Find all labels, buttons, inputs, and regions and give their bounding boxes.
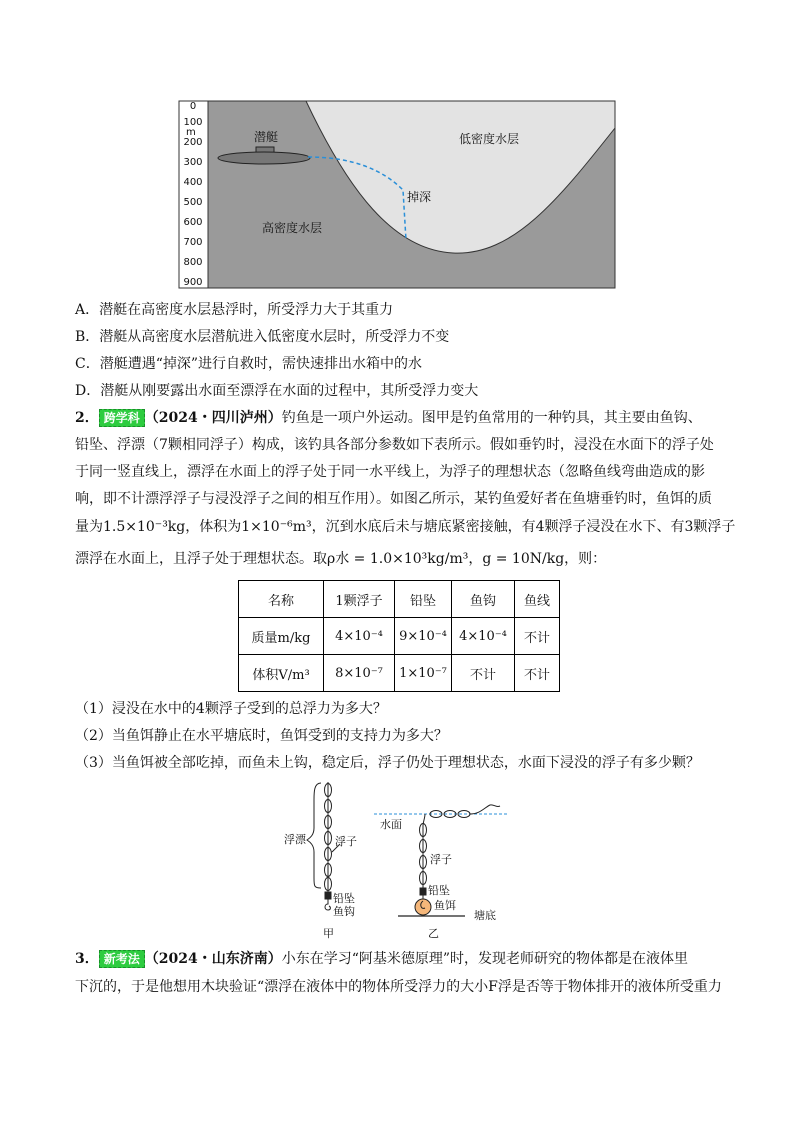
option-c: C．潜艇遭遇“掉深”进行自救时，需快速排出水箱中的水 bbox=[75, 356, 423, 372]
depth-tick: 100 bbox=[183, 117, 203, 128]
option-a: A．潜艇在高密度水层悬浮时，所受浮力大于其重力 bbox=[75, 302, 394, 318]
table-cell: 不计 bbox=[515, 655, 560, 692]
question-text: 钓鱼是一项户外运动。图甲是钓鱼常用的一种钓具，其主要由鱼钩、 bbox=[281, 410, 702, 426]
question-2-line5: 量为1.5×10⁻³kg，体积为1×10⁻⁶m³，沉到水底后未与塘底紧密接触，有4颗浮子浸没在水下、有3颗浮子 bbox=[75, 519, 736, 535]
depth-tick: 200 bbox=[183, 137, 203, 148]
depth-tick: 0 bbox=[189, 101, 197, 112]
label-bobber-2: 浮子 bbox=[430, 853, 452, 866]
depth-tick: 400 bbox=[183, 177, 203, 188]
table-cell: 不计 bbox=[452, 655, 515, 692]
depth-tick: 500 bbox=[183, 197, 203, 208]
table-cell: 质量m/kg bbox=[239, 618, 324, 655]
subject-tag: 新考法 bbox=[99, 950, 145, 968]
table-row bbox=[239, 655, 560, 692]
question-2-line2: 铅坠、浮漂（7颗相同浮子）构成，该钓具各部分参数如下表所示。假如垂钓时，浸没在水面下的浮子处 bbox=[75, 437, 714, 453]
question-number: 3． bbox=[75, 951, 99, 967]
sub-question-2: （2）当鱼饵静止在水平塘底时，鱼饵受到的支持力为多大？ bbox=[75, 728, 448, 744]
label-bottom: 塘底 bbox=[474, 909, 496, 922]
depth-tick: 900 bbox=[183, 277, 203, 288]
high-density-label: 高密度水层 bbox=[262, 221, 323, 235]
ocean-layer-diagram bbox=[178, 100, 616, 290]
parameter-table bbox=[238, 580, 560, 692]
table-cell: 8×10⁻⁷ bbox=[324, 655, 395, 692]
question-2-line6: 漂浮在水面上，且浮子处于理想状态。取ρ水 = 1.0×10³kg/m³，g = 10N/kg，则： bbox=[75, 551, 607, 567]
table-cell: 1×10⁻⁷ bbox=[395, 655, 452, 692]
table-row bbox=[239, 618, 560, 655]
table-header: 1颗浮子 bbox=[324, 581, 395, 618]
question-2-line3: 于同一竖直线上，漂浮在水面上的浮子处于同一水平线上，为浮子的理想状态（忽略鱼线弯曲造成的影 bbox=[75, 464, 705, 480]
option-b: B．潜艇从高密度水层潜航进入低密度水层时，所受浮力不变 bbox=[75, 329, 450, 345]
question-3-line2: 下沉的，于是他想用木块验证“漂浮在液体中的物体所受浮力的大小F浮是否等于物体排开的液体所受重力 bbox=[75, 979, 722, 995]
label-surface: 水面 bbox=[380, 818, 402, 831]
depth-unit: m bbox=[186, 127, 196, 138]
label-yi: 乙 bbox=[428, 927, 439, 940]
question-source: （2024・四川泸州） bbox=[144, 410, 282, 426]
depth-tick: 600 bbox=[183, 217, 203, 228]
question-number: 2． bbox=[75, 410, 99, 426]
table-cell: 4×10⁻⁴ bbox=[324, 618, 395, 655]
depth-tick: 300 bbox=[183, 157, 203, 168]
table-header: 鱼线 bbox=[515, 581, 560, 618]
table-header: 铅坠 bbox=[395, 581, 452, 618]
question-2-line1 bbox=[75, 409, 702, 427]
depth-tick: 700 bbox=[183, 237, 203, 248]
table-cell: 不计 bbox=[515, 618, 560, 655]
depth-tick: 800 bbox=[183, 257, 203, 268]
question-source: （2024・山东济南） bbox=[144, 951, 282, 967]
label-bait: 鱼饵 bbox=[434, 899, 456, 912]
drop-label: 掉深 bbox=[407, 190, 432, 204]
label-hook: 鱼钩 bbox=[333, 905, 355, 918]
low-density-label: 低密度水层 bbox=[459, 132, 520, 146]
option-d: D．潜艇从刚要露出水面至漂浮在水面的过程中，其所受浮力变大 bbox=[75, 383, 479, 399]
label-float: 浮漂 bbox=[284, 833, 306, 846]
table-cell: 9×10⁻⁴ bbox=[395, 618, 452, 655]
table-cell: 4×10⁻⁴ bbox=[452, 618, 515, 655]
table-header-row bbox=[239, 581, 560, 618]
subject-tag: 跨学科 bbox=[99, 409, 145, 427]
question-3-line1 bbox=[75, 950, 688, 968]
question-2-line4: 响，即不计漂浮浮子与浸没浮子之间的相互作用）。如图乙所示，某钓鱼爱好者在鱼塘垂钓时，鱼饵的质 bbox=[75, 491, 712, 507]
submarine-label: 潜艇 bbox=[254, 130, 279, 144]
label-jia: 甲 bbox=[323, 927, 334, 940]
question-text: 小东在学习“阿基米德原理”时，发现老师研究的物体都是在液体里 bbox=[281, 951, 689, 967]
label-bobber: 浮子 bbox=[335, 835, 357, 848]
table-cell: 体积V/m³ bbox=[239, 655, 324, 692]
table-header: 名称 bbox=[239, 581, 324, 618]
table-header: 鱼钩 bbox=[452, 581, 515, 618]
label-sinker: 铅坠 bbox=[333, 892, 355, 905]
sub-question-1: （1）浸没在水中的4颗浮子受到的总浮力为多大？ bbox=[75, 701, 387, 717]
fishing-rig-diagram bbox=[280, 780, 520, 940]
sub-question-3: （3）当鱼饵被全部吃掉，而鱼未上钩，稳定后，浮子仍处于理想状态，水面下浸没的浮子有多少颗？ bbox=[75, 755, 700, 771]
label-sinker-2: 铅坠 bbox=[428, 884, 450, 897]
